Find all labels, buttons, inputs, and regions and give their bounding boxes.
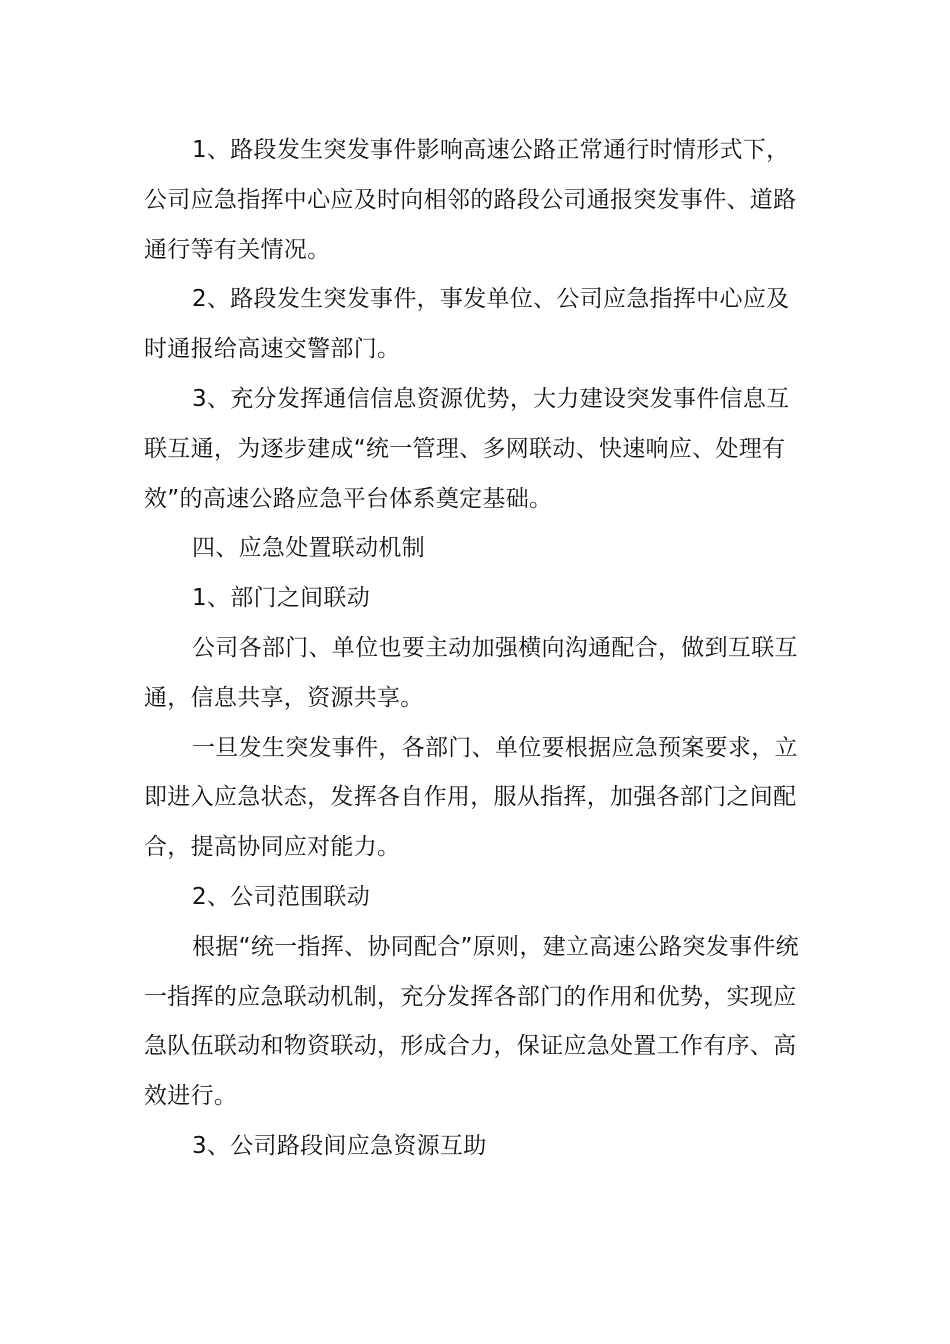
document-body xyxy=(144,126,810,1172)
section-heading-linkage-mechanism: 四、应急处置联动机制 xyxy=(192,535,425,562)
paragraph-information-interconnection: 3、充分发挥通信信息资源优势，大力建设突发事件信息互联互通，为逐步建成“统一管理、多网联动、快速响应、处理有效”的高速公路应急平台体系奠定基础。 xyxy=(144,385,790,512)
subheading-resource-mutual-aid: 3、公司路段间应急资源互助 xyxy=(192,1132,487,1159)
paragraph-emergency-response: 一旦发生突发事件，各部门、单位要根据应急预案要求，立即进入应急状态，发挥各自作用，服从指挥，加强各部门之间配合，提高协同应对能力。 xyxy=(144,734,798,861)
paragraph-notify-adjacent-sections: 1、路段发生突发事件影响高速公路正常通行时情形式下，公司应急指挥中心应及时向相邻的路段公司通报突发事件、道路通行等有关情况。 xyxy=(144,137,797,263)
paragraph-department-cooperation: 公司各部门、单位也要主动加强横向沟通配合，做到互联互通，信息共享，资源共享。 xyxy=(144,634,798,711)
subheading-company-linkage: 2、公司范围联动 xyxy=(192,883,371,910)
subheading-department-linkage: 1、部门之间联动 xyxy=(192,585,371,612)
paragraph-notify-traffic-police: 2、路段发生突发事件，事发单位、公司应急指挥中心应及时通报给高速交警部门。 xyxy=(144,286,790,363)
paragraph-unified-command: 根据“统一指挥、协同配合”原则，建立高速公路突发事件统一指挥的应急联动机制，充分发挥各部门的作用和优势，实现应急队伍联动和物资联动，形成合力，保证应急处置工作有序、高效进行。 xyxy=(144,933,799,1110)
